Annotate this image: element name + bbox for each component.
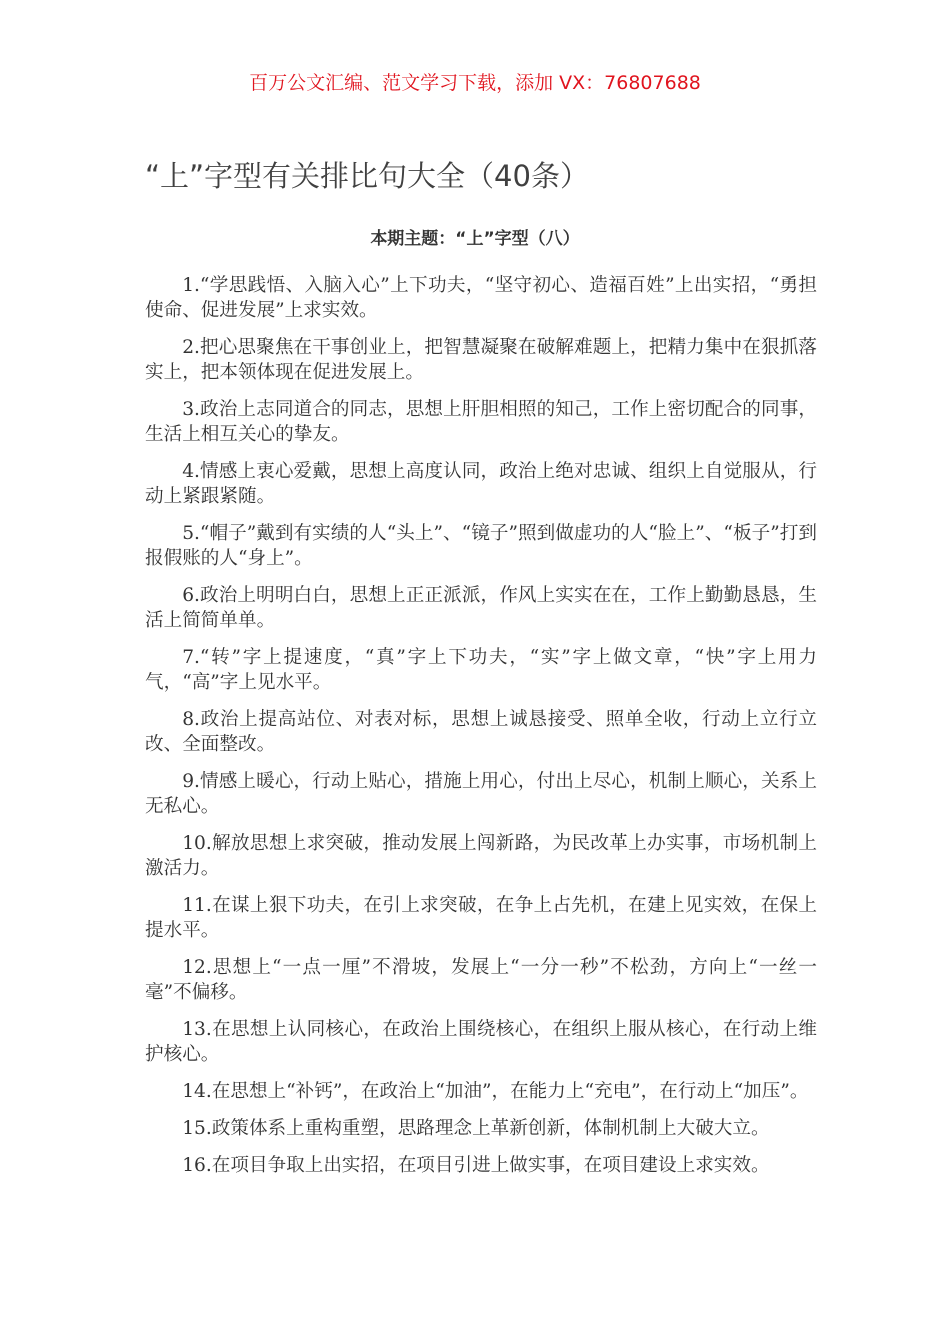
list-item: 5.“帽子”戴到有实绩的人“头上”、“镜子”照到做虚功的人“脸上”、“板子”打到报假账的人“身上”。 xyxy=(145,523,817,569)
document-title: “上”字型有关排比句大全（40条） xyxy=(145,159,589,193)
list-item: 2.把心思聚焦在干事创业上，把智慧凝聚在破解难题上，把精力集中在狠抓落实上，把本领体现在促进发展上。 xyxy=(145,337,817,383)
list-item: 4.情感上衷心爱戴，思想上高度认同，政治上绝对忠诚、组织上自觉服从，行动上紧跟紧随。 xyxy=(145,461,817,507)
list-item: 6.政治上明明白白，思想上正正派派，作风上实实在在，工作上勤勤恳恳，生活上简简单单。 xyxy=(145,585,817,631)
list-item: 13.在思想上认同核心，在政治上围绕核心，在组织上服从核心，在行动上维护核心。 xyxy=(145,1019,817,1065)
list-item: 14.在思想上“补钙”，在政治上“加油”，在能力上“充电”，在行动上“加压”。 xyxy=(182,1081,809,1102)
list-item: 11.在谋上狠下功夫，在引上求突破，在争上占先机，在建上见实效，在保上提水平。 xyxy=(145,895,817,941)
list-item: 3.政治上志同道合的同志，思想上肝胆相照的知己，工作上密切配合的同事，生活上相互关心的挚友。 xyxy=(145,399,817,445)
sentence-list xyxy=(145,273,817,1190)
list-item: 8.政治上提高站位、对表对标，思想上诚恳接受、照单全收，行动上立行立改、全面整改。 xyxy=(145,709,817,755)
document-subtitle: 本期主题：“上”字型（八） xyxy=(370,229,580,249)
watermark-banner: 百万公文汇编、范文学习下载，添加 VX：76807688 xyxy=(249,72,701,94)
list-item: 10.解放思想上求突破，推动发展上闯新路，为民改革上办实事，市场机制上激活力。 xyxy=(145,833,817,879)
list-item: 12.思想上“一点一厘”不滑坡，发展上“一分一秒”不松劲，方向上“一丝一毫”不偏移。 xyxy=(145,957,817,1003)
list-item: 9.情感上暖心，行动上贴心，措施上用心，付出上尽心，机制上顺心，关系上无私心。 xyxy=(145,771,817,817)
list-item: 7.“转”字上提速度，“真”字上下功夫，“实”字上做文章，“快”字上用力气，“高”字上见水平。 xyxy=(145,647,817,693)
list-item: 15.政策体系上重构重塑，思路理念上革新创新，体制机制上大破大立。 xyxy=(182,1118,770,1139)
list-item: 16.在项目争取上出实招，在项目引进上做实事，在项目建设上求实效。 xyxy=(182,1155,770,1176)
list-item: 1.“学思践悟、入脑入心”上下功夫，“坚守初心、造福百姓”上出实招，“勇担使命、促进发展”上求实效。 xyxy=(145,275,817,321)
